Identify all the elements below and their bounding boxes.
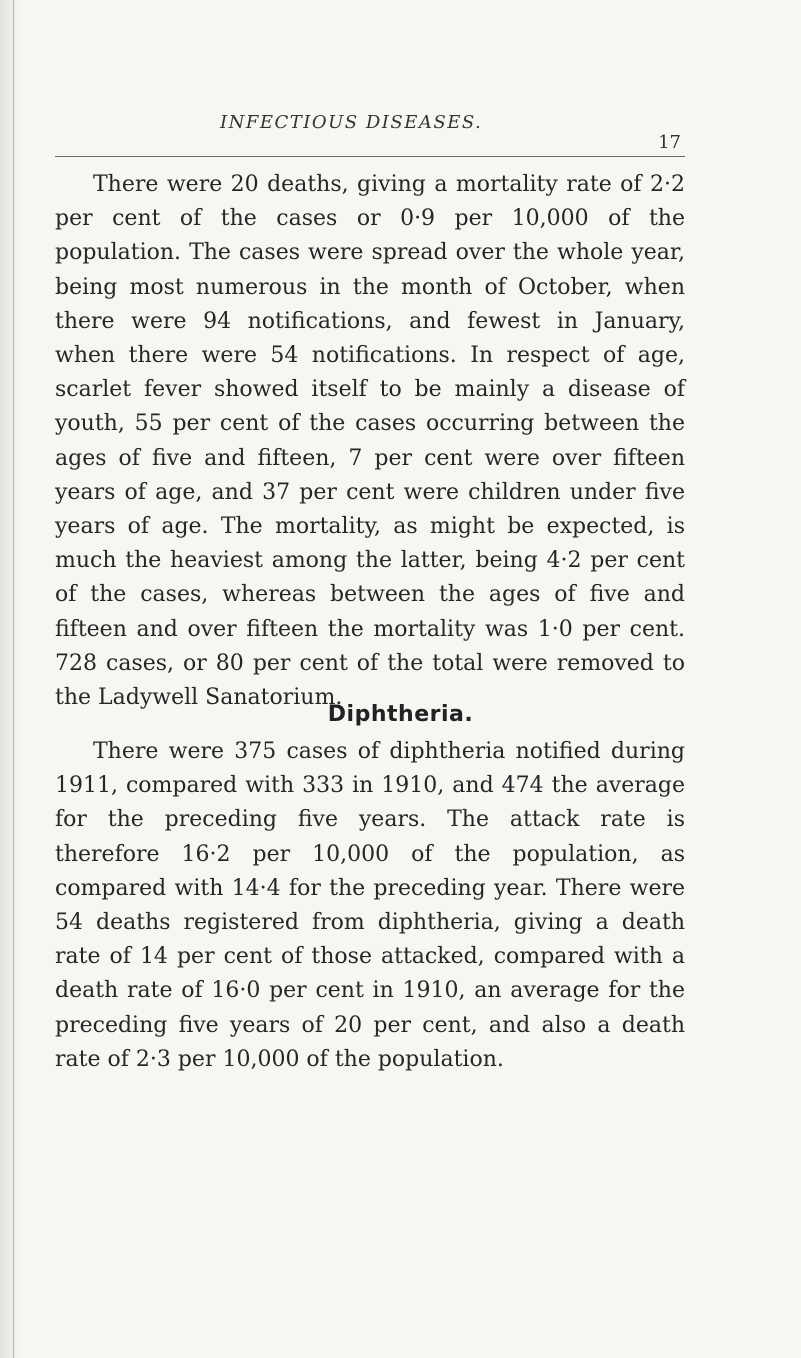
page-header [55, 110, 685, 157]
page-binding-edge [0, 0, 20, 1358]
scarlet-fever-paragraph: There were 20 deaths, giving a mortality rate of 2·2 per cent of the cases or 0·9 per 10,000 of the population. The cases were spread over the whole year, being most numerous in the month of October, when there were 94 notifications, and fewest in January, when there were 54 notifications. In respect of age, scarlet fever showed itself to be mainly a disease of youth, 55 per cent of the cases occurring between the ages of five and fifteen, 7 per cent were over fifteen years of age, and 37 per cent were children under five years of age. The mortality, as might be expected, is much the heaviest among the latter, being 4·2 per cent of the cases, whereas between the ages of five and fifteen and over fifteen the mortality was 1·0 per cent. 728 cases, or 80 per cent of the total were removed to the Ladywell Sanatorium. [55, 172, 685, 711]
section-heading-diphtheria: Diphtheria. [327, 702, 474, 727]
diphtheria-paragraph: There were 375 cases of diphtheria notified during 1911, compared with 333 in 1910, and 474 the average for the preceding five years. The attack rate is therefore 16·2 per 10,000 of the population, as compared with 14·4 for the preceding year. There were 54 deaths registered from diphtheria, giving a death rate of 14 per cent of those attacked, compared with a death rate of 16·0 per cent in 1910, an average for the preceding five years of 20 per cent, and also a death rate of 2·3 per 10,000 of the population. [55, 739, 685, 1072]
page-number: 17 [658, 132, 681, 153]
running-title: INFECTIOUS DISEASES. [220, 112, 483, 133]
binding-gutter-line [13, 0, 14, 1358]
